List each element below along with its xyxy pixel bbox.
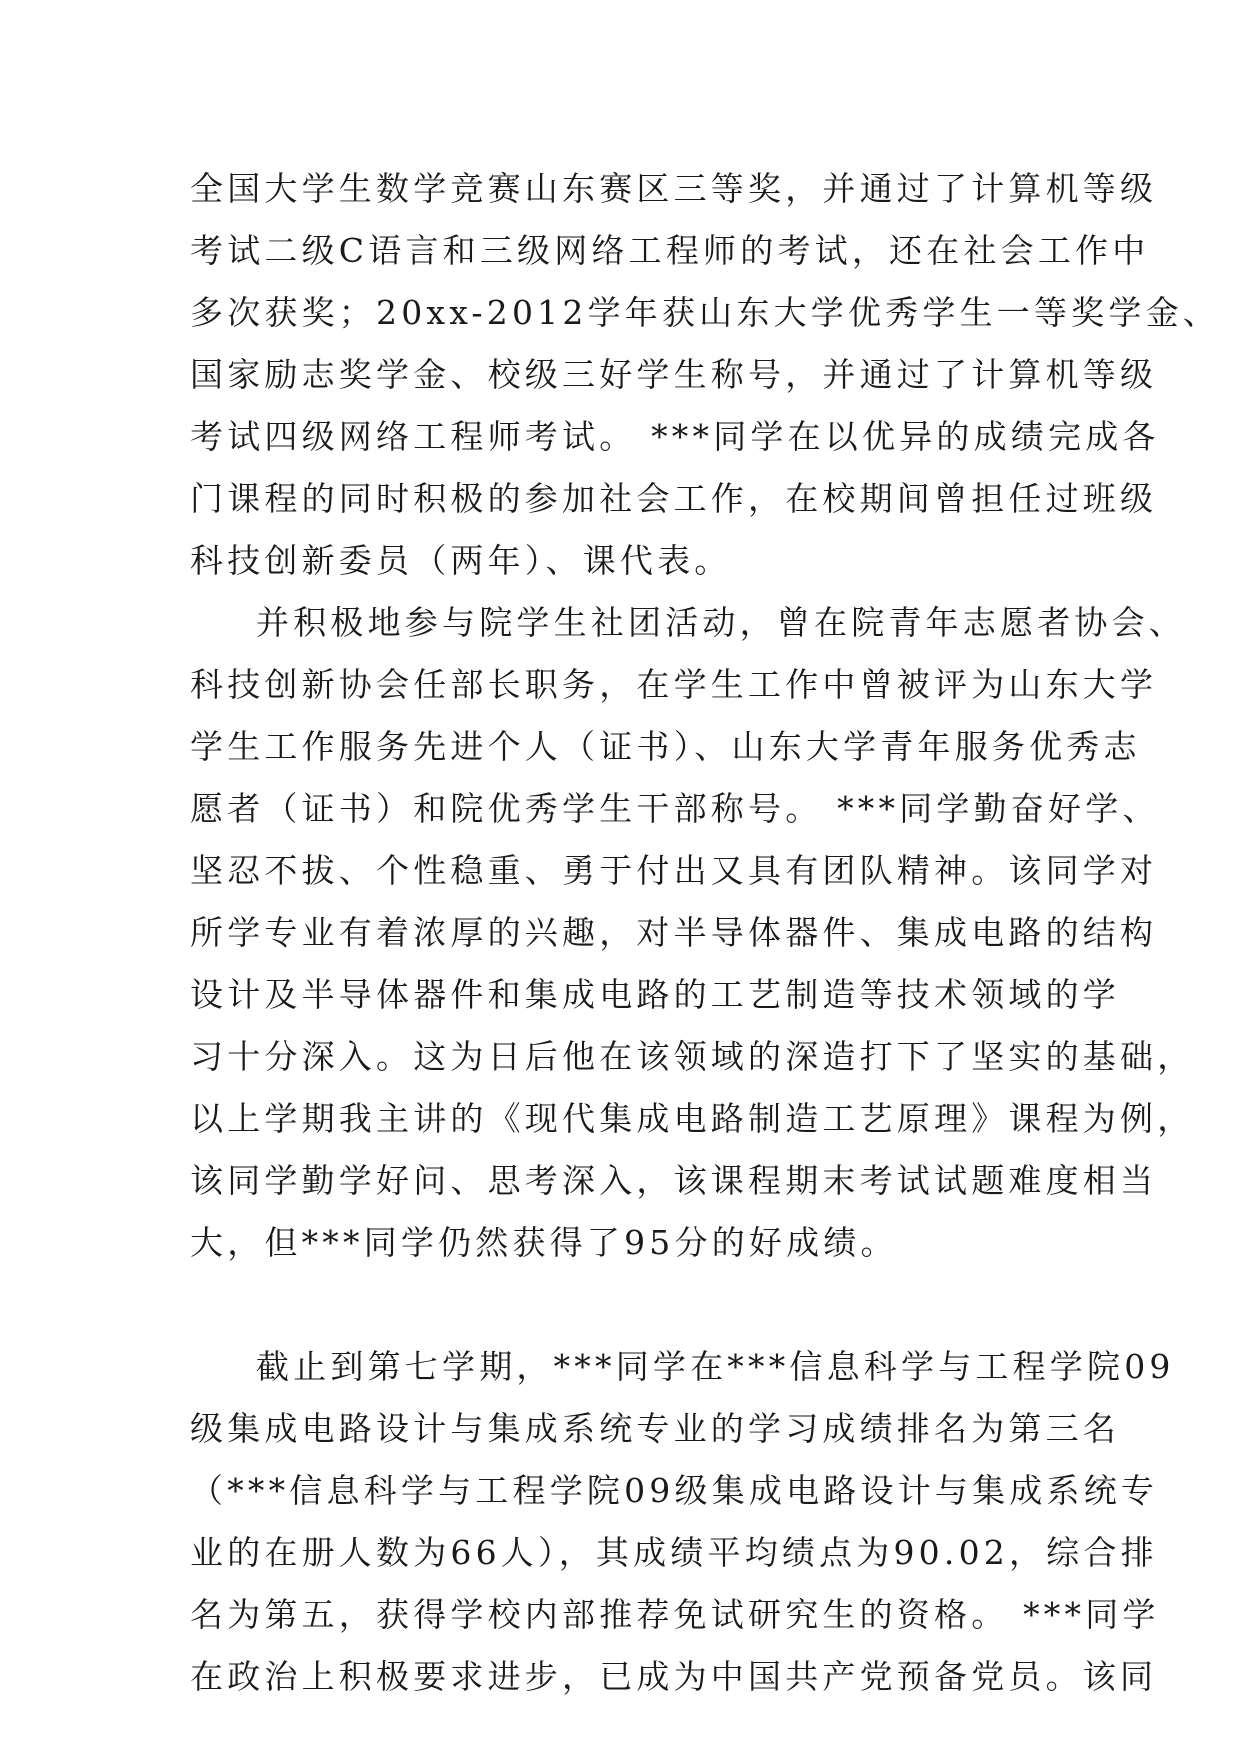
text-line: 坚忍不拔、个性稳重、勇于付出又具有团队精神。该同学对 <box>190 851 1158 890</box>
text-line: 并积极地参与院学生社团活动，曾在院青年志愿者协会、 <box>256 603 1186 642</box>
paragraph-ranking <box>190 1336 1175 1708</box>
text-line: 学生工作服务先进个人（证书）、山东大学青年服务优秀志 <box>190 727 1141 766</box>
paragraph-awards <box>190 158 1220 592</box>
text-line: 多次获奖；20xx-2012学年获山东大学优秀学生一等奖学金、 <box>190 293 1220 332</box>
text-line: 所学专业有着浓厚的兴趣，对半导体器件、集成电路的结构 <box>190 913 1158 952</box>
text-line: 国家励志奖学金、校级三好学生称号，并通过了计算机等级 <box>190 355 1158 394</box>
text-line: 级集成电路设计与集成系统专业的学习成绩排名为第三名 <box>190 1409 1120 1448</box>
text-line: 该同学勤学好问、思考深入，该课程期末考试试题难度相当 <box>190 1161 1158 1200</box>
text-line: 考试四级网络工程师考试。 ***同学在以优异的成绩完成各 <box>190 417 1160 456</box>
paragraph-activities <box>190 592 1195 1336</box>
text-line <box>190 1274 1070 1336</box>
text-line: 设计及半导体器件和集成电路的工艺制造等技术领域的学 <box>190 975 1120 1014</box>
text-line: 愿者（证书）和院优秀学生干部称号。 ***同学勤奋好学、 <box>190 789 1160 828</box>
text-line: 以上学期我主讲的《现代集成电路制造工艺原理》课程为例， <box>190 1099 1195 1138</box>
text-line: 全国大学生数学竞赛山东赛区三等奖，并通过了计算机等级 <box>190 169 1158 208</box>
text-line: 大，但***同学仍然获得了95分的好成绩。 <box>190 1223 898 1262</box>
text-line: 业的在册人数为66人），其成绩平均绩点为90.02，综合排 <box>190 1533 1158 1572</box>
text-line: 截止到第七学期，***同学在***信息科学与工程学院09 <box>256 1347 1175 1386</box>
text-line: 科技创新委员（两年）、课代表。 <box>190 541 732 580</box>
text-line: 门课程的同时积极的参加社会工作，在校期间曾担任过班级 <box>190 479 1158 518</box>
text-line: 科技创新协会任部长职务，在学生工作中曾被评为山东大学 <box>190 665 1158 704</box>
text-line: 在政治上积极要求进步，已成为中国共产党预备党员。该同 <box>190 1657 1158 1696</box>
text-line: 名为第五，获得学校内部推荐免试研究生的资格。 ***同学 <box>190 1595 1160 1634</box>
document-body <box>190 158 1220 1708</box>
text-line: （***信息科学与工程学院09级集成电路设计与集成系统专 <box>190 1471 1159 1510</box>
text-line: 考试二级C语言和三级网络工程师的考试，还在社会工作中 <box>190 231 1150 270</box>
text-line: 习十分深入。这为日后他在该领域的深造打下了坚实的基础， <box>190 1037 1195 1076</box>
